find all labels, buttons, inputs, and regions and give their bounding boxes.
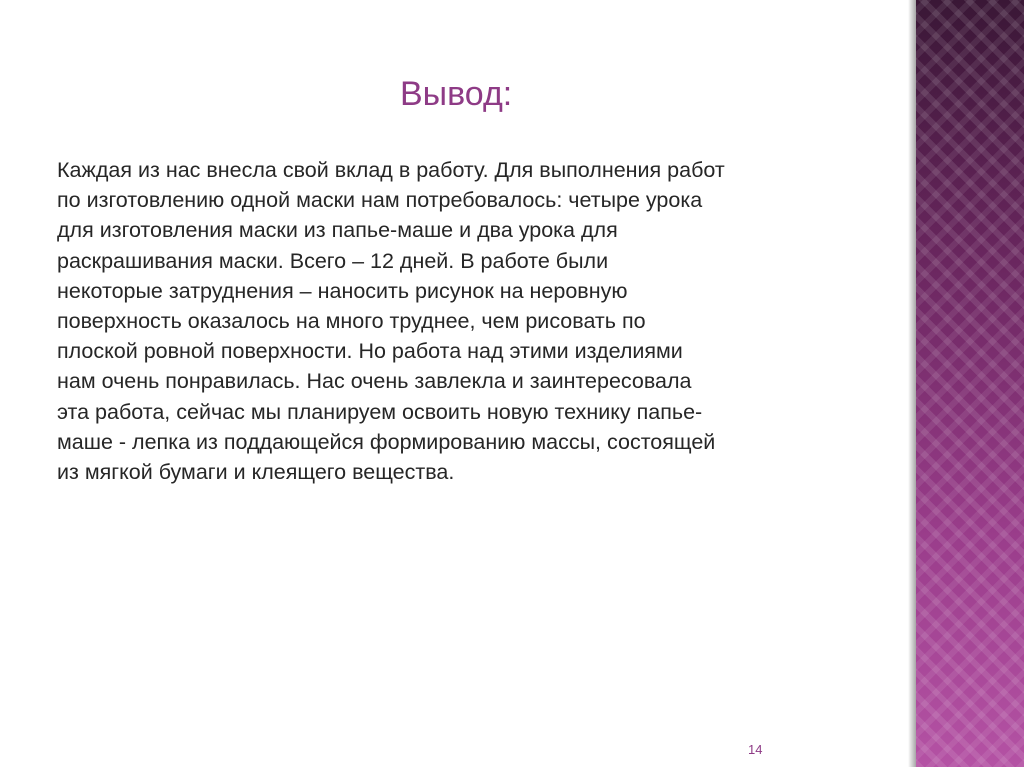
body-line: поверхность оказалось на много труднее, чем рисовать по	[57, 309, 646, 334]
body-line: раскрашивания маски. Всего – 12 дней. В работе были	[57, 248, 609, 273]
slide-body-text	[57, 155, 857, 487]
decorative-side-band	[916, 0, 1024, 767]
body-line: Каждая из нас внесла свой вклад в работу. Для выполнения работ	[57, 158, 725, 182]
body-line: некоторые затруднения – наносить рисунок на неровную	[57, 278, 628, 303]
slide-title: Вывод:	[400, 75, 513, 113]
body-line: нам очень понравилась. Нас очень завлекла и заинтересовала	[57, 369, 692, 394]
body-line: из мягкой бумаги и клеящего вещества.	[57, 460, 455, 485]
body-line: по изготовлению одной маски нам потребовалось: четыре урока	[57, 188, 703, 213]
page-number: 14	[748, 742, 763, 757]
body-line: маше - лепка из поддающейся формированию массы, состоящей	[57, 429, 716, 454]
slide-edge-shadow	[908, 0, 916, 767]
body-line: для изготовления маски из папье-маше и два урока для	[57, 218, 618, 243]
body-line: эта работа, сейчас мы планируем освоить новую технику папье-	[57, 399, 703, 424]
body-line: плоской ровной поверхности. Но работа над этими изделиями	[57, 339, 683, 364]
